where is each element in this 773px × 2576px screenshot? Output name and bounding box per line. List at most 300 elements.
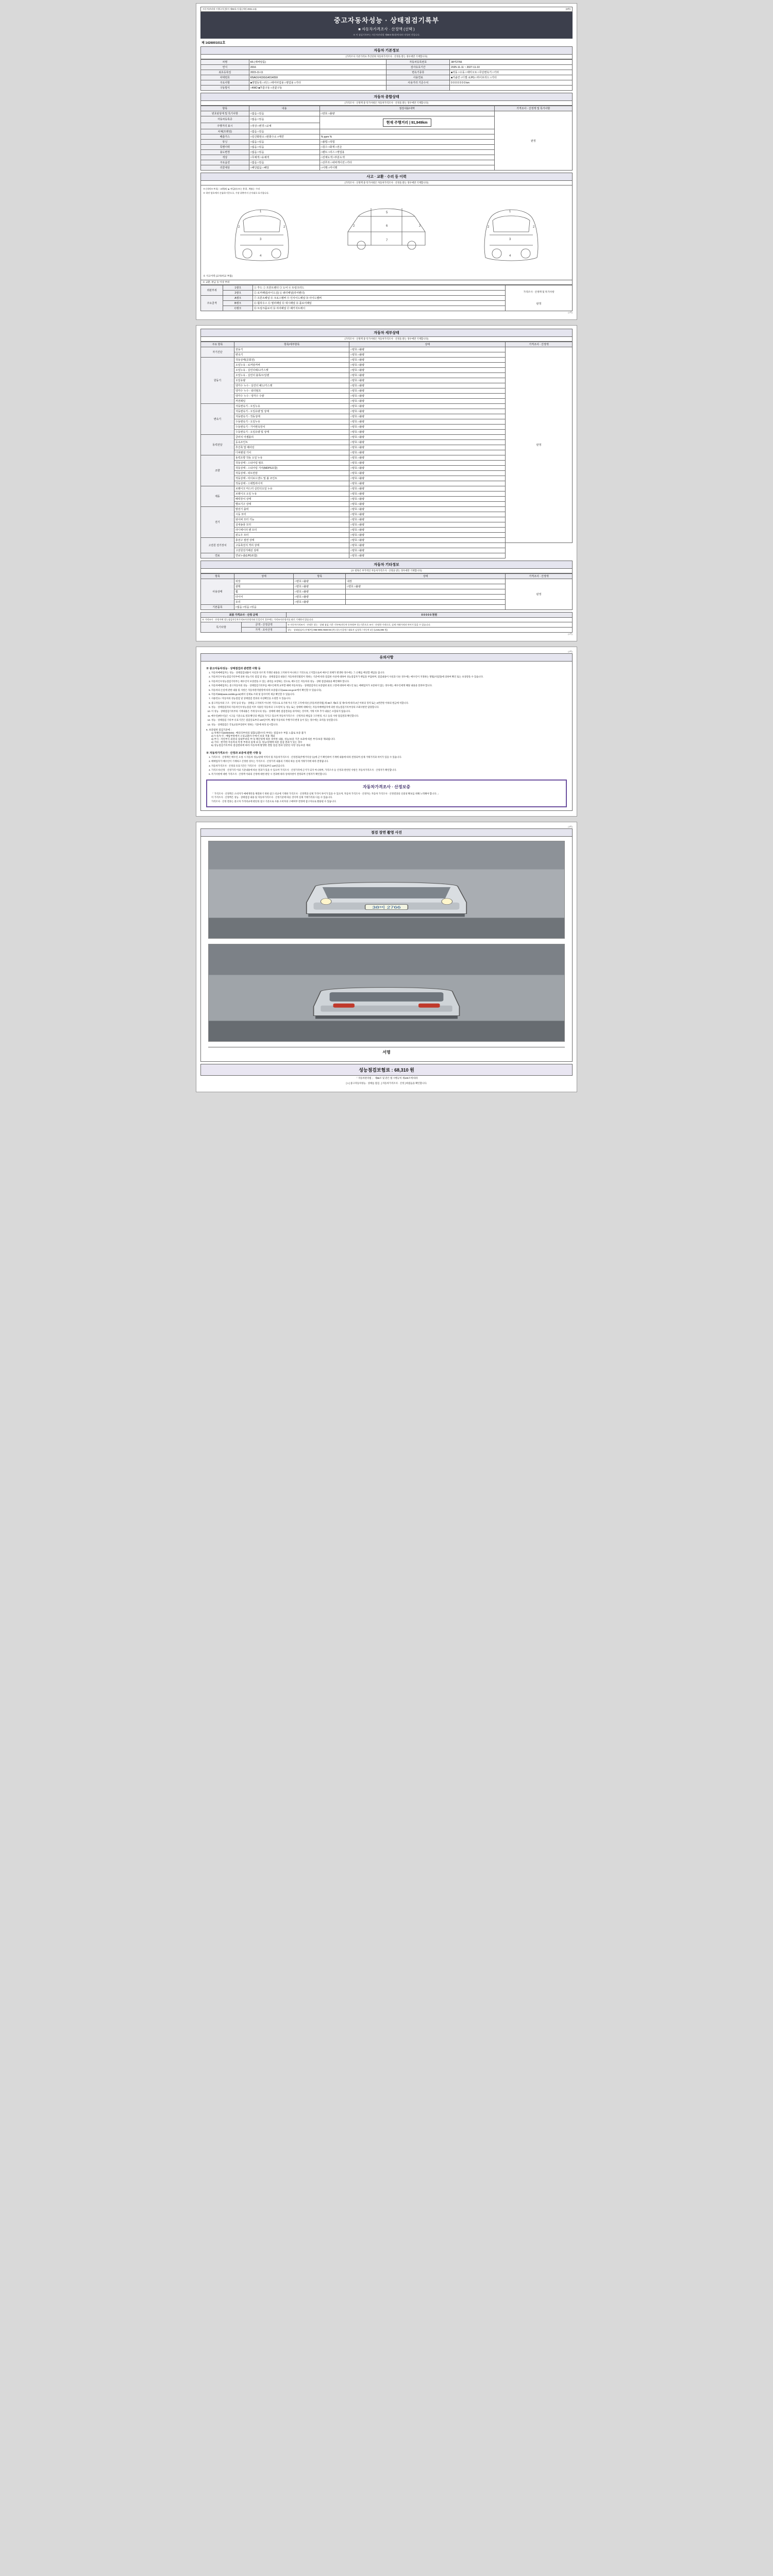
basic-value-0: K5 (세버알룸) [249, 60, 386, 65]
document-note: ※ 이 점검기록부는 자동차관리법 제58조제1항에 따라 작성된 것입니다. [353, 33, 420, 36]
final-price-row0-value: ※ 자동차가격조사 · 산정은 성능 · 상태 점검 기준 기록부(자동차 등록원부 등) 기준으로 조사 · 산정한 가격으로, 실제 거래가격과 차이가 있을 수 있습니다. [286, 622, 572, 628]
car-diagram-left-side [226, 196, 298, 273]
table-header-row [201, 106, 573, 111]
notice-items2-header: 6. 보증범위 점검기준에 : [206, 728, 231, 731]
table-row [201, 70, 573, 75]
detail-item-1-2: 오일누유 - 실린더헤드/가스켓 [234, 368, 349, 373]
notice-list-1 [211, 671, 567, 726]
detail-state-4-2: □양호 □불량 [349, 466, 506, 471]
detail-item-7-0: 충전구 절연 상태 [234, 538, 349, 543]
detail-state-6-3: □양호 □불량 [349, 522, 506, 528]
detail-item-5-2: 배력장치 상태 [234, 497, 349, 502]
detail-item-5-1: 브레이크 오일 누유 [234, 492, 349, 497]
notice-list-3 [211, 756, 567, 776]
overall-detail-3 [320, 129, 494, 134]
final-price-sidelabel: 특기사항 [201, 622, 242, 633]
others-l-1: 광택 [234, 584, 293, 589]
notice-sub-3: 4) 기타 : 현저한 자동차의 특정 부위의 실제 외 등 성능/상태에 따른 점검 결과가 있는 경우 [211, 740, 303, 743]
overall-detail-9: □선루프 □내비게이션 □기타 [320, 160, 494, 165]
overall-item-0: 번호판상태 및 특기사항 [201, 111, 249, 116]
overall-content-3: □없음 □있음 [249, 129, 320, 134]
basic-label2-5: 사용거리 기준수치 [386, 80, 450, 86]
detail-state-1-1: □양호 □불량 [349, 363, 506, 368]
overall-content-0: □없음 □있음 [249, 111, 320, 116]
notice-heading-2: ※ 자동차가격조사 · 산정과 보증에 관한 사항 등 [206, 751, 262, 755]
others-blank-3 [346, 595, 506, 600]
detail-state-1-6: □양호 □불량 [349, 388, 506, 394]
table-row [201, 553, 573, 558]
overall-content-9: □없음 □있음 [249, 160, 320, 165]
detail-state-2-5: □양호 □불량 [349, 430, 506, 435]
others-price: 판정 [506, 579, 573, 610]
table-row [201, 60, 573, 65]
odometer-value: 현재 주행거리 | 91,949km [383, 118, 431, 127]
detail-item-2-3: 수동변속기 - 오일누유 [234, 419, 349, 425]
basic-label-2: 최초등록일 [201, 70, 249, 75]
detail-group-4: 조향 [201, 455, 234, 486]
odometer-cell [320, 116, 494, 129]
basic-value2-4 [450, 86, 573, 91]
detail-price: 판정 [506, 347, 573, 543]
detail-state-table [200, 342, 573, 558]
overall-item-4: 배출가스 [201, 134, 249, 140]
svg-text:2: 2 [352, 225, 355, 228]
detail-state-2-4: □양호 □불량 [349, 425, 506, 430]
detail-state-2-1: □양호 □불량 [349, 409, 506, 414]
others-blank-2 [346, 589, 506, 595]
detail-state-5-3: □양호 □불량 [349, 502, 506, 507]
svg-text:7: 7 [385, 239, 388, 242]
basic-value2-3: ■가솔린 □디젤 □LPG □하이브리드 □기타 [450, 75, 573, 80]
detail-item-0-1: 변속기 [234, 352, 349, 358]
svg-text:38머 2766: 38머 2766 [372, 905, 401, 910]
table-row [201, 86, 573, 91]
detail-state-2-2: □양호 □불량 [349, 414, 506, 419]
svg-text:6: 6 [385, 225, 388, 228]
section-title-others: 자동차 기타정보 [200, 561, 573, 569]
overall-content-2: □정상 □변경 □교체 [249, 123, 320, 129]
table-row [201, 543, 573, 548]
accident-price-value: 판정 [536, 302, 542, 306]
sheet-page-4 [196, 822, 577, 1092]
detail-item-1-5: 냉각수 누수 - 실린더 헤드/가스켓 [234, 383, 349, 388]
part-text-0: ① 후드 ② 프론트펜더 ③ 도어 ④ 트렁크리드 [253, 285, 505, 291]
table-header-row [201, 342, 573, 347]
document-subtitle: ■ 자동차가격조사 · 산정액 (선택 ) [358, 27, 415, 31]
table-row [201, 618, 573, 622]
detail-item-6-0: 발전기 출력 [234, 507, 349, 512]
guarantee-title: 자동차가격조사 · 산정보증 [362, 784, 411, 789]
others-col-0: 항목 [201, 574, 234, 579]
detail-item-4-2: 작동상태 - 스티어링 기어(MDPS포함) [234, 466, 349, 471]
basic-label2-3: 사용연료 [386, 75, 450, 80]
detail-item-2-0: 자동변속기 - 오일누유 [234, 404, 349, 409]
overall-content-1: □없음 □있음 [249, 116, 320, 123]
inspection-fee-label: 성능점검보험료 : [359, 1067, 393, 1073]
detail-item-8-0: 연료누출(LPG포함) [234, 553, 349, 558]
detail-state-4-0: □양호 □불량 [349, 455, 506, 461]
table-row [201, 75, 573, 80]
svg-text:2: 2 [533, 226, 535, 229]
accident-price-header [506, 285, 573, 311]
detail-group-7: 고전원 전기장치 [201, 538, 234, 553]
overall-content-6: □없음 □있음 [249, 145, 320, 150]
car-diagrams [203, 196, 570, 273]
document-number: 제 1426001011호 [201, 42, 226, 45]
table-row [201, 65, 573, 70]
accident-diagram-block [200, 185, 573, 280]
guarantee-line-0: 「 가격조사 · 산정액은 소비자가 매매계약을 체결하기 위한 참고 비교에 기재한 가격조사 · 산정액과 실제 가격이 차이가 있을 수 있으며, 자동차 가격조사 · 산정자는 자동차 가격조사 · 산정결과의 신뢰성 확보를 위해 노력해야 합니다. 」 [211, 792, 440, 795]
part-rank-3: B랭크 [223, 301, 253, 306]
table-row [201, 285, 573, 291]
detail-state-3-0: □양호 □불량 [349, 435, 506, 440]
drivetype-label: 구동방식 [201, 86, 249, 91]
table-row [201, 579, 573, 584]
detail-state-6-1: □양호 □불량 [349, 512, 506, 517]
list-item: 4. 가격조사/산정 · 산정가격 이외 기준내용에 따른 결과가 있을 수 있으며 가격조사 · 산정가격에 근거가 되지 아니하며, 가격조사 등 산정과 관련된 사항은 자동차가격조사 · 산정자가 확인합니다. [211, 769, 567, 772]
guarantee-box [206, 779, 567, 807]
overall-item-6: 특별이력 [201, 145, 249, 150]
detail-col-1: 항목/세부항목 [234, 342, 349, 347]
others-col-1: 상태 [234, 574, 293, 579]
accident-note-2: ※ 하단 암호에서 손톱하기준으로, 가장 위쪽까지 순서대로 표기합니다. [203, 192, 269, 194]
list-item: 11. 매수인(매수인)은 시고를 기준으로 결과 확인의 책임을 가지고 있으며 자동차가격조사 · 산정자의 책임과 구조변경, 사고 등의 사항 점검결과 확인합니다. [211, 715, 567, 718]
detail-state-6-0: □양호 □불량 [349, 507, 506, 512]
final-price-title: 최종 가격조사 · 산정 금액 [201, 613, 287, 618]
detail-state-7-2: □양호 □불량 [349, 548, 506, 553]
detail-item-3-3: 디퍼렌셜 기어 [234, 450, 349, 455]
others-col-3: 가격조사 · 산정액 [506, 574, 573, 579]
detail-state-2-3: □양호 □불량 [349, 419, 506, 425]
table-header-row [201, 574, 573, 579]
detail-state-1-0: □양호 □불량 [349, 358, 506, 363]
detail-state-4-3: □양호 □불량 [349, 471, 506, 476]
detail-state-3-1: □양호 □불량 [349, 440, 506, 445]
overall-detail-0: □양호 □불량 [320, 111, 494, 116]
overall-item-2: 주행거리 표시 [201, 123, 249, 129]
document-page [0, 0, 773, 1100]
list-item: 1. 가격조사 · 산정액은 매수인 요청 시 자동차 성능/상태 이력서 및 자동차가격조사 · 산정결과(주행거리상 등)에 근거 확인하여 기재에 내용에 따라 결정되며 실제 거래가격과 차이가 있을 수 있습니다. [211, 756, 567, 759]
overall-content-10: □해당없음 □해당 [249, 165, 320, 171]
overall-item-9: 주요옵션 [201, 160, 249, 165]
section-title-accident: 사고 · 교환 · 수리 등 이력 [200, 173, 573, 181]
basic-label-0: 차명 [201, 60, 249, 65]
part-rank-1: 2랭크 [223, 291, 253, 296]
detail-item-1-8: 커먼레일 [234, 399, 349, 404]
photo-front-image [209, 841, 564, 938]
form-header-bar [200, 7, 573, 12]
notice-sub-1: 2) 누유/누수 : 배압부하에서 오일교환/누수에서 보증 적용 제외 [211, 734, 275, 737]
others-v-4: □양호 □불량 [294, 600, 346, 605]
svg-text:3: 3 [259, 238, 261, 241]
basic-label-3: 차대번호 [201, 75, 249, 80]
detail-item-3-0: 클러치 어셈블리 [234, 435, 349, 440]
detail-item-1-6: 냉각수 누수 - 워터펌프 [234, 388, 349, 394]
detail-state-5-0: □양호 □불량 [349, 486, 506, 492]
sheet-page-3 [196, 647, 577, 817]
detail-state-1-7: □양호 □불량 [349, 394, 506, 399]
final-price-row1-value: 성능 · 상태점검자 (서명/인) 055-0091-6026-03 (주) 성능인증원 / 대표자 김성욱 / 자동차 1동 (1,531,694 원) [286, 628, 572, 633]
detail-state-8-0: □양호 □불량 [349, 553, 506, 558]
basic-value2-5: 0 0 0 0 0 0 0 km [450, 80, 573, 86]
part-text-2: ⑦ 프론트패널 ⑧ 크로스멤버 ⑨ 인사이드패널 ⑩ 사이드멤버 [253, 296, 505, 301]
others-l-2: 휠 [234, 589, 293, 595]
detail-item-1-1: 오일누유 - 로커암커버 [234, 363, 349, 368]
detail-group-6: 전기 [201, 507, 234, 538]
others-basic-label: 기본품목 [201, 605, 234, 610]
part-rank-0: 1랭크 [223, 285, 253, 291]
guarantee-line-1: 이 가격조사 · 산정액은 성능 · 상태점검 내용 및 자동차가격조사 · 산정기준에 따른 것이며 실제 거래가격과 다를 수 있습니다. [211, 796, 333, 799]
table-row [201, 347, 573, 352]
svg-text:4: 4 [259, 255, 261, 258]
list-item: 7. 사용연료 / 자동차의 성능점검 및 상태점검 결과의 사실확인을 요청할 수 있습니다. [211, 697, 567, 700]
page-corner-2: (1쪽) [568, 633, 573, 635]
inspection-fee-bar [200, 1064, 573, 1076]
overall-detail-5: □불법 □적법 [320, 140, 494, 145]
detail-item-1-3: 오일누유 - 실린더 블록/오일팬 [234, 373, 349, 378]
list-item: 3. 자동차인수성능점검기록부는 매수인이 보상받을 수 있는 권리를 보장하는 것으로, 매도인은 자동차의 성능 · 상태 점검내용을 확인해야 합니다. [211, 680, 567, 683]
detail-item-4-5: 작동상태 - 스테빌라이저 [234, 481, 349, 486]
others-col-2a: 항목 [294, 574, 346, 579]
detail-item-7-1: 구동축전지 격리 상태 [234, 543, 349, 548]
detail-state-0-1: □양호 □불량 [349, 352, 506, 358]
list-item: 5. 자동차의 손실에 관한 내용 및 사항은 자동차관리법령에 따라 보증됩니다(www.car.go.kr에서 확인할 수 있습니다). [211, 689, 567, 692]
detail-item-1-7: 냉각수 누수 - 냉각수 수량 [234, 394, 349, 399]
detail-state-5-2: □양호 □불량 [349, 497, 506, 502]
page-corner-1: (1쪽) [568, 311, 573, 314]
detail-col-3: 가격조사 · 산정액 [506, 342, 573, 347]
sheet-page-1 [196, 3, 577, 320]
page-corner-4: (3쪽) [568, 825, 573, 828]
overall-item-7: 용도변경 [201, 150, 249, 155]
overall-detail-6: □침수 □화재 □전손 [320, 145, 494, 150]
overall-col-2: 점검내용/내역 [320, 106, 494, 111]
section-note-accident: (가격조사 · 산정액 중 특가사항은 자동차가격조사 · 산정을 받는 경우에만 기재합니다) [200, 181, 573, 185]
detail-item-2-1: 자동변속기 - 오일유량 및 상태 [234, 409, 349, 414]
list-item: 13. 성능 · 상태점검은 국토교통부장관이 정하는 기준에 따라 실시합니다. [211, 723, 567, 726]
table-header-row [201, 613, 573, 618]
notice-sub-4: 5) 성능점검기록부의 점검결과에 따라 자동차에 발생한 결함 점검 결과 연관된 사항 성능보증 제외 [211, 743, 311, 747]
list-item: 3. 자동차가격조사 · 산정의 유효기간은 가격조사 · 산정일로부터 120일입니다. [211, 765, 567, 768]
detail-item-6-1: 시동 모터 [234, 512, 349, 517]
others-table [200, 573, 573, 610]
sheet-page-2 [196, 325, 577, 641]
detail-state-5-1: □양호 □불량 [349, 492, 506, 497]
list-item: 2. 매매업자가 매수인이 기재하고 산정한 경우는 가격조사 · 산정가격 내용의 기재의 따른 실제 거래가격에 따라 결정됩니다. [211, 760, 567, 763]
drivetype-value: □4WD ■후륜구동 □전륜구동 [249, 86, 386, 91]
table-row [201, 80, 573, 86]
part-text-1: ⑤ 로커패널(사이드실) ⑥ 쿼터패널(리어펜더) [253, 291, 505, 296]
basic-value2-0: 38머2766 [450, 60, 573, 65]
detail-item-2-5: 수동변속기 - 오일유량 및 상태 [234, 430, 349, 435]
footnote-2: [ 1 ] 중고자동차성능 · 상태를 점검 , [ 자동차가격조사 · 산정 ] 하였음을 확인합니다. [346, 1082, 427, 1085]
detail-col-0: 주요 항목 [201, 342, 234, 347]
detail-col-2: 상태 [349, 342, 506, 347]
others-v-2: □양호 □불량 [294, 589, 346, 595]
part-group-0: 외판부위 [201, 285, 223, 296]
detail-state-4-1: □양호 □불량 [349, 461, 506, 466]
section-note-others: (※ 항목은 부가적인 자동차가격조사 · 산정을 받는 경우에만 기재합니다) [200, 569, 573, 573]
overall-detail-8: □전체도색 □부분도색 [320, 155, 494, 160]
overall-item-5: 튜닝 [201, 140, 249, 145]
photo-front [208, 841, 565, 939]
detail-group-5: 제동 [201, 486, 234, 507]
basic-label-1: 연식 [201, 65, 249, 70]
basic-label2-0: 자동차등록번호 [386, 60, 450, 65]
detail-state-7-1: □양호 □불량 [349, 543, 506, 548]
detail-state-1-8: □양호 □불량 [349, 399, 506, 404]
others-v-3: □양호 □불량 [294, 595, 346, 600]
svg-text:2: 2 [238, 226, 240, 229]
detail-item-5-3: 밸브기구 상태 [234, 502, 349, 507]
detail-state-6-5: □양호 □불량 [349, 533, 506, 538]
basic-value-1: 2016 [249, 65, 386, 70]
overall-col-1: 내용 [249, 106, 320, 111]
detail-state-1-4: □양호 □불량 [349, 378, 506, 383]
car-diagram-right-side [475, 196, 547, 273]
detail-state-2-0: □양호 □불량 [349, 404, 506, 409]
guarantee-line-2: 가격조사 · 산정 결과는 중고차 가격비교에 판단의 참고 기준으로 사용 소비자의 구매여부 결정에 참고자료로 활용될 수 있습니다. [211, 800, 337, 803]
list-item: 4. 자동차매매업자는 중고자동차의 성능 · 상태점검기록부를 매수인에게 교부할 때에 자동차성능 · 상태점검자의 보증범위 외의 고장에 대하여 매도인 또는 매매업자가 보증하지 않는 경우에는 매수인에게 해당 내용을 알려야 합니다. [211, 684, 567, 687]
final-price-table [200, 612, 573, 633]
detail-group-1: 원동기 [201, 358, 234, 404]
svg-text:2: 2 [283, 226, 285, 229]
basic-info-table [200, 59, 573, 91]
notice-heading-1: ※ 중고자동차성능 · 상태점검과 관련한 사항 등 [206, 667, 261, 670]
svg-text:2: 2 [488, 226, 490, 229]
overall-item-1: 자동차등록증 [201, 116, 249, 123]
table-row [201, 548, 573, 553]
table-row [201, 111, 573, 116]
detail-item-3-2: 추진축 및 베어링 [234, 445, 349, 450]
overall-content-8: □무채색 □유채색 [249, 155, 320, 160]
others-rl-0: 내장 [346, 579, 506, 584]
section-title-photos: 점검 장면 촬영 사진 [200, 828, 573, 837]
detail-item-6-2: 와이퍼 모터 기능 [234, 517, 349, 522]
detail-item-2-2: 자동변속기 - 작동상태 [234, 414, 349, 419]
final-price-total: 0 0 0 0 0 천원 [286, 613, 572, 618]
overall-state-table [200, 106, 573, 171]
detail-item-5-0: 브레이크 마스터 실린더오일 누유 [234, 486, 349, 492]
list-item: 2. 자동차인수성능점검기록부에 의한 성능기록 점검 및 성능 · 상태점검의 내용은 자동차관리법령이 정하는 기준에 따라 점검한 사실에 대하여 성능점검자가 책임을 부담하며, 점검내용이 사실과 다른 경우에는 매수인이 지정하는 방법(사업장)에 의하여 확인 또는 보상받을 수 있습니다. [211, 675, 567, 679]
detail-item-6-5: 윈도우 모터 [234, 533, 349, 538]
car-diagram-top [343, 196, 430, 273]
section-title-notice: 유의사항 [200, 653, 573, 662]
detail-item-4-0: 동력조향 작동 오일 누유 [234, 455, 349, 461]
others-l-3: 타이어 [234, 595, 293, 600]
section-title-basic: 자동차 기본정보 [200, 46, 573, 55]
basic-label-4: 주요사항 [201, 80, 249, 86]
list-item: 5. 특가사항에 대한 가격조사 · 산정액 이외의 산정에 대한 판단 시 결과에 따라 상세사항이 결정되며 산정자가 확인합니다. [211, 773, 567, 776]
section-note-detail: (가격조사 · 산정액 중 특가사항은 자동차가격조사 · 산정을 받는 경우에만 기재합니다) [200, 337, 573, 342]
detail-state-6-4: □양호 □불량 [349, 528, 506, 533]
part-rank-4: C랭크 [223, 306, 253, 311]
detail-item-4-3: 작동상태 - 피트먼암 [234, 471, 349, 476]
others-l-4: 유리 [234, 600, 293, 605]
detail-state-1-2: □양호 □불량 [349, 368, 506, 373]
svg-text:2: 2 [418, 225, 421, 228]
section-title-detail: 자동차 세부상태 [200, 329, 573, 337]
page-number-top: (3쪽) [565, 8, 570, 10]
detail-item-6-3: 실내송풍 모터 [234, 522, 349, 528]
part-text-4: ⑮ 트렁크플로어 ⑯ 리어패널 ⑰ 패키지트레이 [253, 306, 505, 311]
detail-state-7-0: □양호 □불량 [349, 538, 506, 543]
detail-state-4-4: □양호 □불량 [349, 476, 506, 481]
basic-value2-1: 2025-11-11 ~ 2027-11-10 [450, 65, 573, 70]
final-price-note: ※ 가격조사 · 산정자에 성능점검자동차가격조사산정자와 동일인이 경우에는 가격조사산정자를 따로 기재하지 않습니다. [201, 618, 573, 622]
svg-text:1: 1 [509, 210, 511, 213]
basic-value2-2: ■자동 □수동 □세미오토 □무단변속기 □기타 [450, 70, 573, 75]
svg-text:4: 4 [509, 255, 511, 258]
basic-label2-2: 변속기종류 [386, 70, 450, 75]
detail-group-2: 변속기 [201, 404, 234, 435]
detail-item-2-4: 수동변속기 - 기어변속장치 [234, 425, 349, 430]
accident-legend-title: ※ 사고이력 (교차/비교 부품) [203, 275, 233, 277]
detail-state-3-2: □양호 □불량 [349, 445, 506, 450]
overall-content-7: □없음 □있음 [249, 150, 320, 155]
detail-state-6-2: □양호 □불량 [349, 517, 506, 522]
basic-label2-1: 검사유효기간 [386, 65, 450, 70]
footnote-1: 「 자동차관리법 」 제58조 및 같은 법 시행규칙 제100조에 따라 [355, 1076, 418, 1079]
others-l-0: 외장 [234, 579, 293, 584]
others-blank-4 [346, 600, 506, 605]
detail-item-4-1: 작동상태 - 스티어링 펌프 [234, 461, 349, 466]
detail-item-0-0: 원동기 [234, 347, 349, 352]
list-item: 6. 자동차365(www.car365.go.kr)에서 실제로 조회 및 검사이력 제공 확인할 수 있습니다. [211, 693, 567, 696]
overall-item-3: 차체(프레임) [201, 129, 249, 134]
basic-value-4: ■정밀등록 □리스 □대여사업용 □영업용 □기타 [249, 80, 386, 86]
detail-item-4-4: 작동상태 - 타이로드엔드 및 볼 조인트 [234, 476, 349, 481]
list-item: 1. 자동차매매업자는 성능 · 상태점검내용이 사실과 다르게 거래된 내용을 고지하지 아니하고 거짓으로 고지함으로써 매수인 피해가 발생한 경우에는 그 손해를 배상할 책임을 집니다. [211, 671, 567, 674]
photo-rear-image [209, 944, 564, 1041]
part-group-2: 주요골격 [201, 296, 223, 311]
list-item: 9. 성능 · 상태점검자의 자동차인수성능점검 이후 사용된 자동차의 구조/장치 등 성능 또는 상태에 대해서는 자동차매매업자에 의한 성능점검기록부상의 조회사항만 담당합니다. [211, 706, 567, 709]
basic-value-3: KNAGV419GG401409X [249, 75, 386, 80]
accident-price-label: 가격조사 · 산정액 및 특가사항 [523, 291, 554, 293]
detail-group-0: 자기진단 [201, 347, 234, 358]
inspection-fee-value: 68,310 원 [394, 1067, 414, 1073]
detail-state-0-0: □양호 □불량 [349, 347, 506, 352]
page-corner-3: (2쪽) [568, 650, 573, 653]
basic-value-2: 2015-11-11 [249, 70, 386, 75]
overall-item-8: 색상 [201, 155, 249, 160]
detail-state-4-5: □양호 □불량 [349, 481, 506, 486]
others-col-2b: 상태 [346, 574, 506, 579]
svg-text:3: 3 [509, 238, 511, 241]
detail-item-6-4: 라디에이터 팬 모터 [234, 528, 349, 533]
part-text-3: ⑪ 휠하우스 ⑫ 필러패널 ⑬ 대시패널 ⑭ 플로어패널 [253, 301, 505, 306]
detail-item-7-2: 고전원전기배선 상태 [234, 548, 349, 553]
overall-detail-4: % ppm % [320, 134, 494, 140]
others-basic-value: □없음 □있음 □있음 [234, 605, 505, 610]
overall-content-4: □일산화탄소 □탄화수소 □매연 [249, 134, 320, 140]
notice-sub-0: 1) 차체수리(0/0/0/0/0) : 배터리부위의 접합/교환/수리 부위는 점검보수 부품 노출로 보증 불가 [211, 731, 306, 734]
section-title-overall: 자동차 종합상태 [200, 93, 573, 101]
form-code: 자동차관리법 시행규칙 [별지 제82호서식] (개정 2021.1.5) [203, 8, 257, 10]
overall-detail-7: □렌트 □리스 □영업용 [320, 150, 494, 155]
final-price-row0-label: 금액 - 산정금액 [242, 622, 287, 628]
svg-text:5: 5 [385, 211, 388, 214]
others-group-label: 사용상태 [201, 579, 234, 605]
detail-state-1-5: □양호 □불량 [349, 383, 506, 388]
part-rank-2: A랭크 [223, 296, 253, 301]
notice-sub-2: 3) 부식 : 자연부식 외장의 실내부위의 부식/ 페인팅에 따른 경미한 내용, 성능/보증 기간 초과에 따른 부식/보증 제외됩니다. [211, 737, 335, 740]
detail-state-1-3: □양호 □불량 [349, 373, 506, 378]
detail-state-3-3: □양호 □불량 [349, 450, 506, 455]
table-row [201, 622, 573, 628]
section-note-overall: (가격조사 · 산정액 중 특가사항은 자동차가격조사 · 산정을 받는 경우에만 기재합니다) [200, 101, 573, 106]
overall-detail-10: □이행 □미이행 [320, 165, 494, 171]
